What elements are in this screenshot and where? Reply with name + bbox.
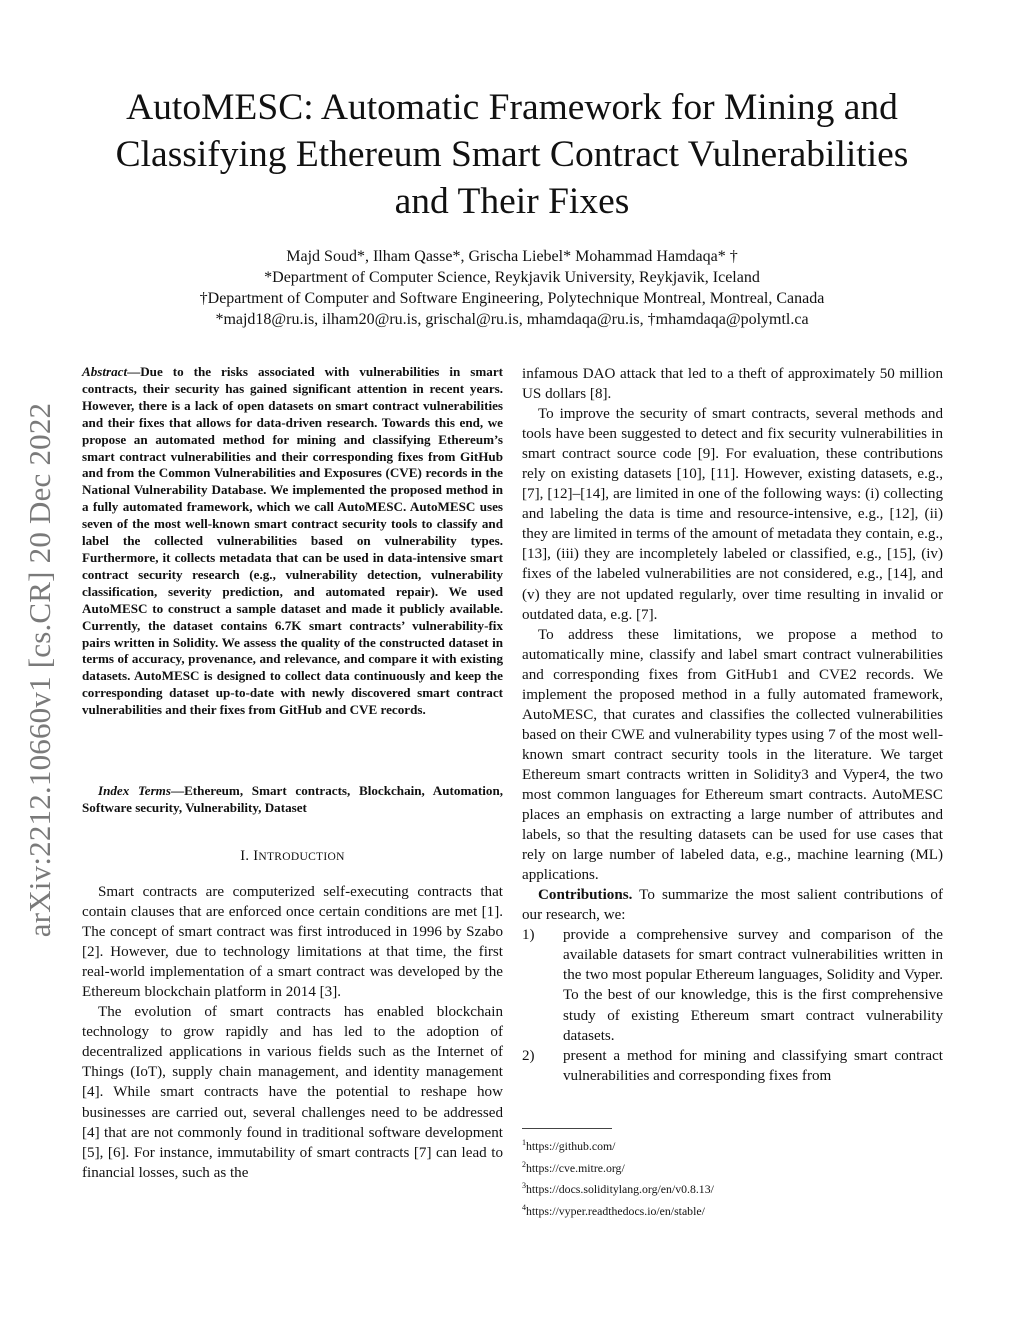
left-column-body <box>82 882 503 1183</box>
index-terms-text: —Ethereum, Smart contracts, Blockchain, Automation, Software security, Vulnerability, Dataset <box>82 783 503 815</box>
author-block <box>60 246 964 330</box>
footnote-link[interactable]: https://cve.mitre.org/ <box>526 1160 625 1175</box>
intro-paragraph-2: The evolution of smart contracts has enabled blockchain technology to grow rapidly and has led to the adoption of decentralized applications in various fields such as the Internet of Things (IoT), supply chain management, and identity management [4]. While smart contracts have the potential to reshape how businesses are carried out, several challenges need to be addressed [4] that are not commonly found in traditional software development [5], [6]. For instance, immutability of smart contracts [7] can lead to financial losses, such as the <box>82 1004 503 1181</box>
arxiv-id-text: arXiv:2212.10660v1 [cs.CR] 20 Dec 2022 <box>22 402 57 938</box>
section-title-rest: NTRODUCTION <box>258 851 345 863</box>
footnote <box>522 1156 943 1178</box>
abstract-text: —Due to the risks associated with vulnerabilities in smart contracts, their security has gained significant attention in recent years. However, there is a lack of open datasets on smart contract vulnerabilities and their fixes that allows for data-driven research. Towards this end, we propose an automated method for mining and classifying Ethereum’s smart contract vulnerabilities and their corresponding fixes from GitHub and from the Common Vulnerabilities and Exposures (CVE) records in the National Vulnerability Database. We implemented the proposed method in a fully automated framework, which we call AutoMESC. AutoMESC uses seven of the most well-known smart contract security tools to classify and label the collected vulnerabilities based on vulnerability types. Furthermore, it collects metadata that can be used in data-intensive smart contract security research (e.g., vulnerability detection, vulnerability classification, severity prediction, and automated repair). We used AutoMESC to construct a sample dataset and made it publicly available. Currently, the dataset contains 6.7K smart contracts’ vulnerability-fix pairs written in Solidity. We assess the quality of the constructed dataset in terms of accuracy, provenance, and relevance, and compare it with existing datasets. AutoMESC is designed to collect data continuously and keep the corresponding dataset up-to-date with newly discovered smart contract vulnerabilities and their fixes from GitHub and CVE records. <box>82 364 503 718</box>
section-first-letter: I <box>253 848 259 864</box>
title-line: Classifying Ethereum Smart Contract Vulnerabilities <box>115 134 909 175</box>
section-heading-introduction <box>82 848 503 865</box>
index-terms-label: Index Terms <box>98 783 171 798</box>
footnote-divider <box>522 1128 612 1129</box>
contributions-label: Contributions. <box>538 887 633 904</box>
abstract <box>82 364 503 719</box>
intro-paragraph-5: To address these limitations, we propose a method to automatically mine, classify and label smart contract vulnerabilities and corresponding fixes from GitHub1 and CVE2 records. We implement the proposed method in a fully automated framework, AutoMESC, that curates and classifies the collected vulnerabilities based on their CWE and vulnerability types using 7 of the most well-known smart contract security tools in the literature. We target Ethereum smart contracts written in Solidity3 and Vyper4, the two most common languages for Ethereum smart contracts. AutoMESC places an emphasis on extracting a large number of attributes and labels, so that the resulting datasets can be used for use cases that rely on large number of labeled data, e.g., machine learning (ML) applications. <box>522 626 943 884</box>
footnote <box>522 1177 943 1199</box>
contributions-intro: To summarize the most salient contributions of our research, we: <box>522 887 943 924</box>
list-item <box>522 925 943 1045</box>
footnote-number: 1 <box>522 1138 526 1147</box>
list-item-text: present a method for mining and classifying smart contract vulnerabilities and corresponding fixes from <box>563 1047 943 1084</box>
footnote-link[interactable]: https://docs.soliditylang.org/en/v0.8.13/ <box>526 1182 714 1197</box>
section-numeral: I. <box>240 848 254 864</box>
footnote <box>522 1134 943 1156</box>
right-column-body <box>522 364 943 1086</box>
list-item-number: 1) <box>522 927 535 944</box>
footnote-link[interactable]: https://github.com/ <box>526 1138 616 1153</box>
intro-paragraph-3: infamous DAO attack that led to a theft of approximately 50 million US dollars [8]. <box>522 366 943 403</box>
arxiv-identifier-stamp <box>0 350 80 990</box>
footnote-number: 2 <box>522 1159 526 1169</box>
affiliation-reykjavik: *Department of Computer Science, Reykjavik University, Reykjavik, Iceland <box>264 269 760 286</box>
list-item <box>522 1046 943 1086</box>
title-line: AutoMESC: Automatic Framework for Mining and <box>126 87 898 128</box>
contributions-paragraph <box>522 885 943 925</box>
list-item-number: 2) <box>522 1047 535 1064</box>
index-terms <box>82 783 503 817</box>
footnote <box>522 1199 943 1221</box>
title-line: and Their Fixes <box>394 181 630 222</box>
author-emails: *majd18@ru.is, ilham20@ru.is, grischal@ru.is, mhamdaqa@ru.is, †mhamdaqa@polymtl.ca <box>215 311 809 328</box>
intro-paragraph-1: Smart contracts are computerized self-executing contracts that contain clauses that are enforced once certain conditions are met [1]. The concept of smart contract was first introduced in 1996 by Szabo [2]. However, due to technology limitations at that time, the first real-world implementation of a smart contract was developed by the Ethereum blockchain platform in 2014 [3]. <box>82 884 503 1001</box>
intro-paragraph-4: To improve the security of smart contracts, several methods and tools have been suggested to detect and fix security vulnerabilities in smart contract source code [9]. For evaluation, these contributions rely on existing datasets [10], [11]. However, existing datasets, e.g., [7], [12]–[14], are limited in one of the following ways: (i) collecting and labeling the data is time and resource-intensive, e.g., [12], (ii) they are limited in terms of the amount of metadata they contain, e.g., [13], (iii) they are incompletely labeled or classified, e.g., [15], (iv) fixes of the labeled vulnerabilities are not considered, e.g., [14], and (v) they are not updated regularly, over time resulting in invalid or outdated data, e.g. [7]. <box>522 406 943 623</box>
footnotes <box>522 1134 943 1221</box>
list-item-text: provide a comprehensive survey and comparison of the available datasets for smart contract vulnerabilities written in the two most popular Ethereum languages, Solidity and Vyper. To the best of our knowledge, this is the first comprehensive study of existing Ethereum smart contract vulnerability datasets. <box>563 927 943 1044</box>
paper-title <box>60 84 964 225</box>
abstract-label: Abstract <box>82 364 128 379</box>
affiliation-polytechnique: †Department of Computer and Software Engineering, Polytechnique Montreal, Montreal, Canada <box>199 290 825 307</box>
contributions-list <box>522 925 943 1085</box>
footnote-number: 3 <box>522 1181 526 1191</box>
footnote-number: 4 <box>522 1202 526 1212</box>
footnote-link[interactable]: https://vyper.readthedocs.io/en/stable/ <box>526 1203 705 1218</box>
author-names: Majd Soud*, Ilham Qasse*, Grischa Liebel* Mohammad Hamdaqa* † <box>286 248 738 265</box>
